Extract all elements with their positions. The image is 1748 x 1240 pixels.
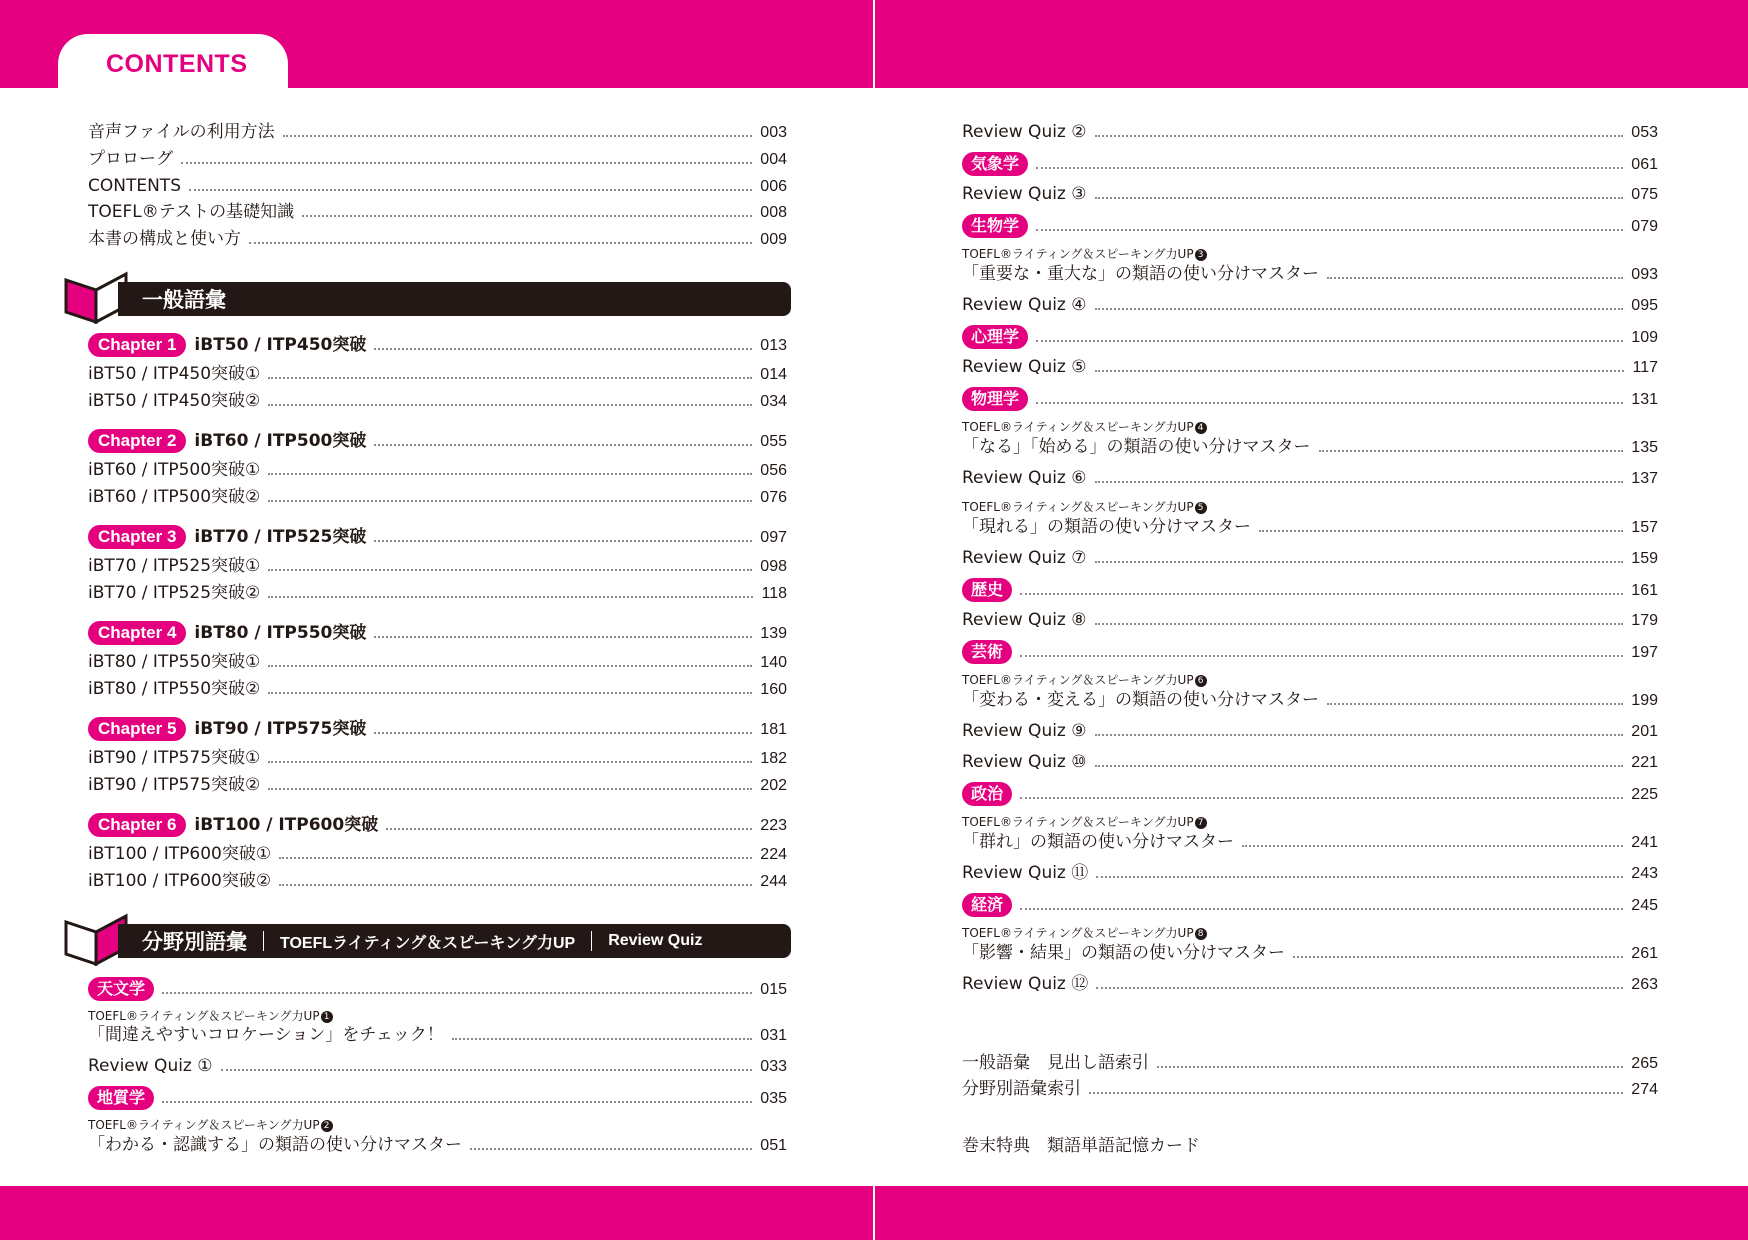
page-number: 181 <box>760 721 787 738</box>
page-number: 014 <box>760 366 787 383</box>
page-number: 261 <box>1631 945 1658 962</box>
page-number: 137 <box>1631 470 1658 487</box>
index-entry[interactable]: 分野別語彙索引 274 <box>962 1079 1658 1099</box>
leader-dots <box>374 636 752 638</box>
bonus-label: 巻末特典 類語単語記憶カード <box>962 1136 1200 1156</box>
page-number: 160 <box>760 681 787 698</box>
page-number: 161 <box>1631 582 1658 599</box>
page-number: 241 <box>1631 834 1658 851</box>
field-badge: 気象学 <box>962 152 1028 176</box>
toefl-caption: TOEFL®ライティング＆スピーキング力UP 2 <box>88 1118 333 1132</box>
toc-entry[interactable]: プロローグ 004 <box>88 149 787 169</box>
page-number: 117 <box>1632 359 1658 376</box>
toefl-caption: TOEFL®ライティング＆スピーキング力UP 8 <box>962 926 1207 940</box>
page-title: CONTENTS <box>106 50 248 78</box>
leader-dots <box>1089 1092 1623 1094</box>
toc-entry[interactable]: iBT90 / ITP575突破① 182 <box>88 748 787 768</box>
page-number: 034 <box>760 393 787 410</box>
number-badge: 2 <box>321 1120 333 1132</box>
leader-dots <box>1036 167 1623 169</box>
page-number: 263 <box>1631 976 1658 993</box>
leader-dots <box>1319 450 1624 452</box>
toc-entry[interactable]: iBT50 / ITP450突破② 034 <box>88 391 787 411</box>
toc-entry[interactable]: 「変わる・変える」の類語の使い分けマスター 199 <box>962 690 1658 710</box>
leader-dots <box>386 828 752 830</box>
page-number: 225 <box>1631 786 1658 803</box>
leader-dots <box>1259 530 1623 532</box>
leader-dots <box>189 189 752 191</box>
leader-dots <box>283 135 753 137</box>
leader-dots <box>1095 734 1624 736</box>
page-number: 004 <box>760 151 787 168</box>
quiz-entry[interactable]: Review Quiz ⑨ 201 <box>962 721 1658 741</box>
page-number: 135 <box>1631 439 1658 456</box>
field-entry[interactable] <box>962 152 1658 176</box>
leader-dots <box>1020 797 1623 799</box>
leader-dots <box>1095 623 1624 625</box>
chapter-entry[interactable]: Chapter 4 iBT80 / ITP550突破 139 <box>88 621 787 645</box>
page-number: 075 <box>1631 186 1658 203</box>
toc-entry[interactable]: 「重要な・重大な」の類語の使い分けマスター 093 <box>962 264 1658 284</box>
chapter-badge: Chapter 4 <box>88 621 186 645</box>
chapter-entry[interactable]: Chapter 6 iBT100 / ITP600突破 223 <box>88 813 787 837</box>
field-badge: 地質学 <box>88 1086 154 1110</box>
page-number: 055 <box>760 433 787 450</box>
toefl-caption: TOEFL®ライティング＆スピーキング力UP 3 <box>962 247 1207 261</box>
divider <box>263 931 264 951</box>
spine-bottom <box>873 1186 875 1240</box>
quiz-entry[interactable]: Review Quiz ① 033 <box>88 1056 787 1076</box>
leader-dots <box>268 692 752 694</box>
page-number: 131 <box>1631 391 1658 408</box>
leader-dots <box>374 732 752 734</box>
leader-dots <box>1096 876 1623 878</box>
page-number: 202 <box>760 777 787 794</box>
toefl-caption: TOEFL®ライティング＆スピーキング力UP 1 <box>88 1009 333 1023</box>
chapter-entry[interactable]: Chapter 1 iBT50 / ITP450突破 013 <box>88 333 787 357</box>
field-badge: 生物学 <box>962 214 1028 238</box>
page-number: 079 <box>1631 218 1658 235</box>
quiz-entry[interactable]: Review Quiz ⑩ 221 <box>962 752 1658 772</box>
leader-dots <box>268 404 752 406</box>
page-number: 095 <box>1631 297 1658 314</box>
quiz-entry[interactable]: Review Quiz ④ 095 <box>962 295 1658 315</box>
index-entry[interactable]: 一般語彙 見出し語索引 265 <box>962 1053 1658 1073</box>
toc-entry[interactable]: 本書の構成と使い方 009 <box>88 229 787 249</box>
page-number: 221 <box>1631 754 1658 771</box>
page-number: 118 <box>761 585 787 602</box>
leader-dots <box>268 788 752 790</box>
leader-dots <box>452 1038 752 1040</box>
toefl-caption: TOEFL®ライティング＆スピーキング力UP 4 <box>962 420 1207 434</box>
toefl-caption: TOEFL®ライティング＆スピーキング力UP 6 <box>962 673 1207 687</box>
leader-dots <box>162 992 752 994</box>
leader-dots <box>1096 987 1623 989</box>
field-entry[interactable] <box>962 640 1658 664</box>
field-entry[interactable] <box>962 387 1658 411</box>
number-badge: 5 <box>1195 502 1207 514</box>
toc-entry[interactable]: 音声ファイルの利用方法 003 <box>88 122 787 142</box>
field-entry[interactable] <box>962 578 1658 602</box>
page-number: 009 <box>760 231 787 248</box>
quiz-entry[interactable]: Review Quiz ⑫ 263 <box>962 974 1658 994</box>
quiz-entry[interactable]: Review Quiz ③ 075 <box>962 184 1658 204</box>
page-number: 006 <box>760 178 787 195</box>
leader-dots <box>374 540 752 542</box>
page-number: 008 <box>760 204 787 221</box>
page-number: 197 <box>1631 644 1658 661</box>
leader-dots <box>1036 402 1623 404</box>
leader-dots <box>268 569 752 571</box>
field-badge: 物理学 <box>962 387 1028 411</box>
number-badge: 6 <box>1195 675 1207 687</box>
chapter-badge: Chapter 3 <box>88 525 186 549</box>
leader-dots <box>268 596 753 598</box>
toc-entry[interactable]: iBT60 / ITP500突破① 056 <box>88 460 787 480</box>
leader-dots <box>279 857 752 859</box>
chapter-entry[interactable]: Chapter 3 iBT70 / ITP525突破 097 <box>88 525 787 549</box>
chapter-badge: Chapter 6 <box>88 813 186 837</box>
page-number: 013 <box>760 337 787 354</box>
leader-dots <box>268 500 752 502</box>
page-number: 035 <box>760 1090 787 1107</box>
toc-entry[interactable]: CONTENTS 006 <box>88 176 787 196</box>
chapter-badge: Chapter 2 <box>88 429 186 453</box>
number-badge: 4 <box>1195 422 1207 434</box>
section-label: 一般語彙 <box>142 288 226 312</box>
leader-dots <box>1020 593 1623 595</box>
quiz-entry[interactable]: Review Quiz ② 053 <box>962 122 1658 142</box>
page-number: 274 <box>1631 1081 1658 1098</box>
leader-dots <box>268 473 752 475</box>
section-label: 分野別語彙 <box>142 930 247 954</box>
page-number: 056 <box>760 462 787 479</box>
page-number: 033 <box>760 1058 787 1075</box>
toc-entry[interactable]: TOEFL®テストの基礎知識 008 <box>88 202 787 222</box>
page-number: 244 <box>760 873 787 890</box>
field-badge: 政治 <box>962 782 1012 806</box>
leader-dots <box>1036 340 1623 342</box>
page-number: 015 <box>760 981 787 998</box>
chapter-badge: Chapter 1 <box>88 333 186 357</box>
leader-dots <box>249 242 752 244</box>
toc-entry[interactable]: 「現れる」の類語の使い分けマスター 157 <box>962 517 1658 537</box>
page-number: 003 <box>760 124 787 141</box>
page-number: 201 <box>1631 723 1658 740</box>
quiz-entry[interactable]: Review Quiz ⑤ 117 <box>962 357 1658 377</box>
field-entry[interactable] <box>962 893 1658 917</box>
field-entry[interactable] <box>962 782 1658 806</box>
field-badge: 歴史 <box>962 578 1012 602</box>
page-number: 031 <box>760 1027 787 1044</box>
toc-entry[interactable]: iBT50 / ITP450突破① 014 <box>88 364 787 384</box>
chapter-badge: Chapter 5 <box>88 717 186 741</box>
toc-entry[interactable]: 「群れ」の類語の使い分けマスター 241 <box>962 832 1658 852</box>
leader-dots <box>1095 308 1624 310</box>
field-badge: 天文学 <box>88 977 154 1001</box>
section-part: Review Quiz <box>608 932 703 949</box>
page-number: 157 <box>1631 519 1658 536</box>
leader-dots <box>1020 655 1623 657</box>
toc-entry[interactable]: iBT80 / ITP550突破① 140 <box>88 652 787 672</box>
page-number: 224 <box>760 846 787 863</box>
leader-dots <box>279 884 752 886</box>
toc-entry[interactable]: 「影響・結果」の類語の使い分けマスター 261 <box>962 943 1658 963</box>
leader-dots <box>181 162 752 164</box>
field-entry[interactable] <box>88 977 787 1001</box>
page-number: 223 <box>760 817 787 834</box>
page-number: 140 <box>760 654 787 671</box>
page-number: 076 <box>760 489 787 506</box>
section-part: TOEFLライティング＆スピーキング力UP <box>280 934 576 952</box>
leader-dots <box>1095 370 1625 372</box>
leader-dots <box>1242 845 1623 847</box>
spine-top <box>873 0 875 88</box>
section-bar-general <box>118 282 791 316</box>
leader-dots <box>162 1101 752 1103</box>
page-number: 199 <box>1631 692 1658 709</box>
page-number: 093 <box>1631 266 1658 283</box>
chapter-entry[interactable]: Chapter 5 iBT90 / ITP575突破 181 <box>88 717 787 741</box>
field-badge: 経済 <box>962 893 1012 917</box>
field-badge: 心理学 <box>962 325 1028 349</box>
page-number: 109 <box>1631 329 1658 346</box>
toc-entry[interactable]: iBT100 / ITP600突破② 244 <box>88 871 787 891</box>
toc-entry[interactable]: 「間違えやすいコロケーション」をチェック！ 031 <box>88 1025 787 1045</box>
leader-dots <box>1095 135 1624 137</box>
field-entry[interactable] <box>962 325 1658 349</box>
page-number: 243 <box>1631 865 1658 882</box>
toc-entry[interactable]: iBT80 / ITP550突破② 160 <box>88 679 787 699</box>
page-number: 159 <box>1631 550 1658 567</box>
toc-entry[interactable]: iBT70 / ITP525突破② 118 <box>88 583 787 603</box>
number-badge: 8 <box>1195 928 1207 940</box>
page-number: 097 <box>760 529 787 546</box>
toc-entry[interactable]: iBT60 / ITP500突破② 076 <box>88 487 787 507</box>
quiz-entry[interactable]: Review Quiz ⑪ 243 <box>962 863 1658 883</box>
leader-dots <box>1036 229 1623 231</box>
leader-dots <box>1095 481 1624 483</box>
leader-dots <box>221 1069 753 1071</box>
section-bar-fields <box>118 924 791 958</box>
leader-dots <box>1020 908 1623 910</box>
leader-dots <box>302 215 752 217</box>
page-number: 182 <box>760 750 787 767</box>
field-entry[interactable] <box>88 1086 787 1110</box>
page-number: 179 <box>1631 612 1658 629</box>
leader-dots <box>268 377 752 379</box>
toc-entry[interactable]: 「なる」「始める」の類語の使い分けマスター 135 <box>962 437 1658 457</box>
leader-dots <box>374 348 752 350</box>
field-entry[interactable] <box>962 214 1658 238</box>
toc-entry[interactable]: iBT90 / ITP575突破② 202 <box>88 775 787 795</box>
toefl-caption: TOEFL®ライティング＆スピーキング力UP 7 <box>962 815 1207 829</box>
leader-dots <box>1095 561 1624 563</box>
number-badge: 3 <box>1195 249 1207 261</box>
toc-entry[interactable]: iBT100 / ITP600突破① 224 <box>88 844 787 864</box>
quiz-entry[interactable]: Review Quiz ⑦ 159 <box>962 548 1658 568</box>
toc-entry[interactable]: iBT70 / ITP525突破① 098 <box>88 556 787 576</box>
leader-dots <box>374 444 752 446</box>
leader-dots <box>1095 765 1624 767</box>
leader-dots <box>268 761 752 763</box>
page-number: 098 <box>760 558 787 575</box>
page-number: 245 <box>1631 897 1658 914</box>
page-number: 265 <box>1631 1055 1658 1072</box>
page-number: 051 <box>760 1137 787 1154</box>
quiz-entry[interactable]: Review Quiz ⑧ 179 <box>962 610 1658 630</box>
toc-entry[interactable]: 「わかる・認識する」の類語の使い分けマスター 051 <box>88 1135 787 1155</box>
chapter-entry[interactable]: Chapter 2 iBT60 / ITP500突破 055 <box>88 429 787 453</box>
leader-dots <box>268 665 752 667</box>
divider <box>591 931 592 951</box>
leader-dots <box>1095 197 1624 199</box>
quiz-entry[interactable]: Review Quiz ⑥ 137 <box>962 468 1658 488</box>
page-number: 139 <box>760 625 787 642</box>
leader-dots <box>1157 1066 1623 1068</box>
leader-dots <box>470 1148 752 1150</box>
page-number: 053 <box>1631 124 1658 141</box>
page-number: 061 <box>1631 156 1658 173</box>
leader-dots <box>1327 703 1623 705</box>
number-badge: 1 <box>321 1011 333 1023</box>
toefl-caption: TOEFL®ライティング＆スピーキング力UP 5 <box>962 500 1207 514</box>
number-badge: 7 <box>1195 817 1207 829</box>
leader-dots <box>1293 956 1623 958</box>
leader-dots <box>1327 277 1623 279</box>
field-badge: 芸術 <box>962 640 1012 664</box>
